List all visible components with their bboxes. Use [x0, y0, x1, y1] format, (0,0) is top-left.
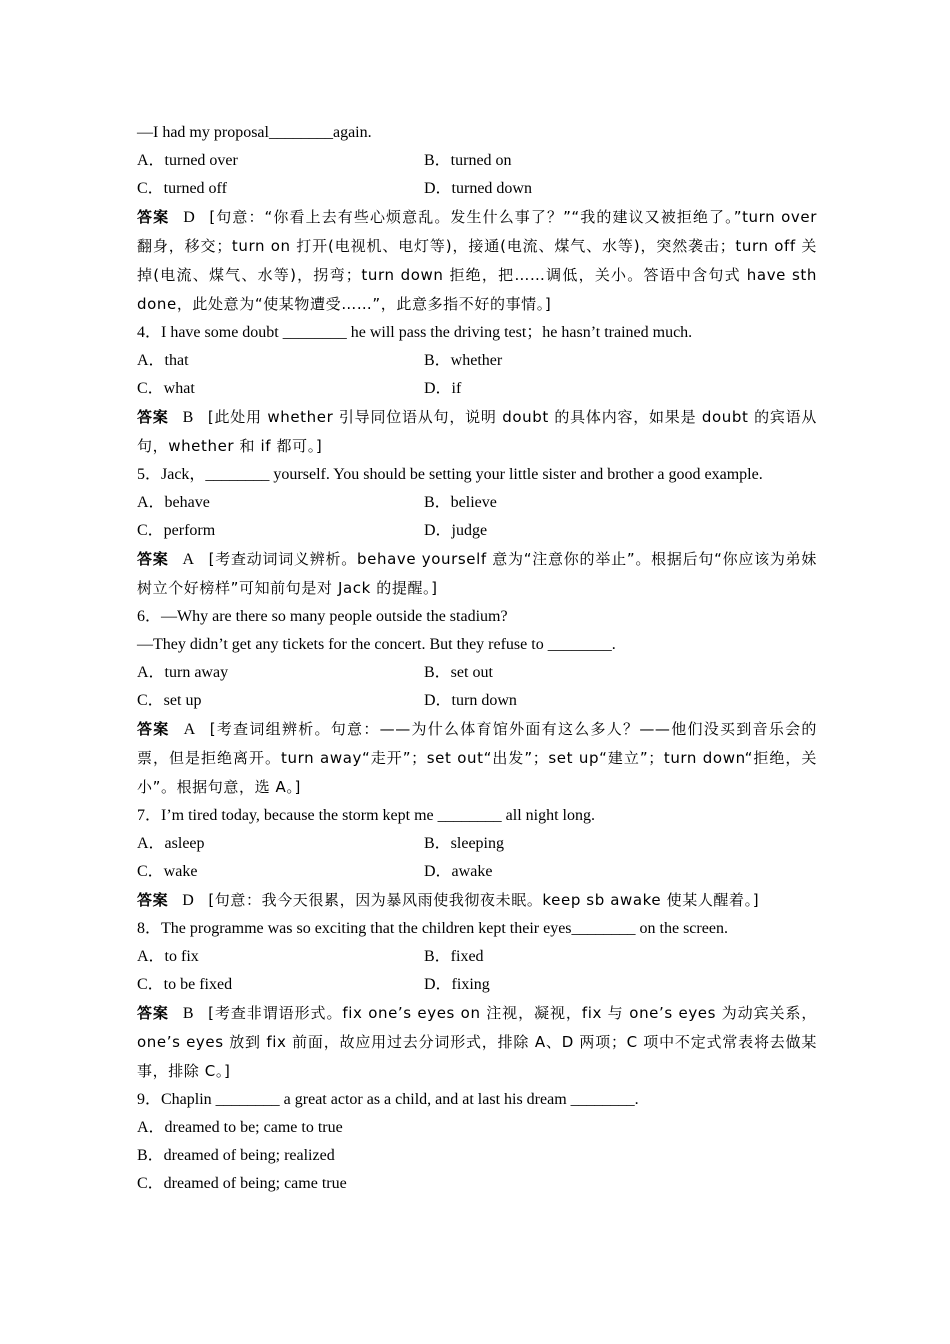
question-3-options-row-1 — [137, 147, 817, 175]
answer-key: B — [182, 1005, 195, 1022]
answer-explanation: [此处用 whether 引导同位语从句，说明 doubt 的具体内容，如果是 doubt 的宾语从句，whether 和 if 都可。] — [137, 408, 818, 455]
option-b: B．turned on — [424, 152, 512, 169]
question-6-stem: 6．—Why are there so many people outside the stadium? — [137, 608, 508, 625]
option-d: D．turned down — [424, 180, 532, 197]
option-c: C．dreamed of being; came true — [137, 1175, 347, 1192]
option-a: A．dreamed to be; came to true — [137, 1119, 343, 1136]
question-7-options-row-1 — [137, 830, 817, 858]
answer-6 — [137, 715, 817, 802]
question-5-options-row-2 — [137, 517, 817, 545]
option-c: C．turned off — [137, 180, 227, 197]
answer-label: 答案 — [137, 1004, 169, 1022]
option-c: C．what — [137, 380, 195, 397]
option-a: A．turn away — [137, 664, 229, 681]
answer-key: D — [183, 209, 196, 226]
option-a: A．that — [137, 352, 189, 369]
answer-label: 答案 — [137, 208, 170, 226]
answer-explanation: [句意：我今天很累，因为暴风雨使我彻夜未眠。keep sb awake 使某人醒着。] — [208, 891, 760, 909]
answer-explanation: [考查非谓语形式。fix one’s eyes on 注视，凝视，fix 与 one’s eyes 为动宾关系，one’s eyes 放到 fix 前面，故应用过去分词形式，排除 A、D 两项；C 项中不定式常表将去做某事，排除 C。] — [137, 1004, 817, 1080]
option-d: D．if — [424, 380, 462, 397]
option-a: A．behave — [137, 494, 210, 511]
answer-label: 答案 — [137, 408, 169, 426]
answer-key: A — [182, 551, 195, 568]
option-c: C．wake — [137, 863, 198, 880]
answer-5 — [137, 545, 817, 603]
question-8-stem: 8．The programme was so exciting that the children kept their eyes________ on the screen. — [137, 920, 728, 937]
answer-label: 答案 — [137, 720, 170, 738]
question-8-options-row-1 — [137, 943, 817, 971]
answer-3 — [137, 203, 817, 319]
option-b: B．dreamed of being; realized — [137, 1147, 335, 1164]
answer-8 — [137, 999, 817, 1086]
exercise-content — [137, 119, 817, 1198]
question-4-options-row-1 — [137, 347, 817, 375]
answer-4 — [137, 403, 817, 461]
option-a: A．turned over — [137, 152, 238, 169]
answer-label: 答案 — [137, 891, 169, 909]
answer-explanation: [考查动词词义辨析。behave yourself 意为“注意你的举止”。根据后句“你应该为弟妹树立个好榜样”可知前句是对 Jack 的提醒。] — [137, 550, 818, 597]
option-c: C．set up — [137, 692, 202, 709]
answer-label: 答案 — [137, 550, 169, 568]
question-9-stem: 9．Chaplin ________ a great actor as a child, and at last his dream ________. — [137, 1091, 639, 1108]
option-c: C．perform — [137, 522, 216, 539]
question-4-options-row-2 — [137, 375, 817, 403]
answer-key: D — [182, 892, 195, 909]
option-b: B．fixed — [424, 948, 484, 965]
option-d: D．awake — [424, 863, 493, 880]
question-6-options-row-2 — [137, 687, 817, 715]
option-d: D．judge — [424, 522, 488, 539]
option-b: B．set out — [424, 664, 493, 681]
answer-key: B — [182, 409, 194, 426]
option-b: B．believe — [424, 494, 497, 511]
option-c: C．to be fixed — [137, 976, 233, 993]
question-8-options-row-2 — [137, 971, 817, 999]
answer-7 — [137, 886, 817, 915]
answer-explanation: [句意：“你看上去有些心烦意乱。发生什么事了？”“我的建议又被拒绝了。”turn over 翻身，移交；turn on 打开(电视机、电灯等)，接通(电流、煤气、水等)，突然袭击；turn off 关掉(电流、煤气、水等)，拐弯；turn down 拒绝，把……调低，关小。答语中含句式 have sth done，此处意为“使某物遭受……”，此意多指不好的事情。] — [137, 208, 817, 313]
question-5-stem: 5．Jack，________ yourself. You should be setting your little sister and brother a good example. — [137, 466, 763, 483]
answer-key: A — [183, 721, 196, 738]
question-3-line-2: —I had my proposal________again. — [137, 124, 372, 141]
option-d: D．fixing — [424, 976, 490, 993]
answer-explanation: [考查词组辨析。句意：——为什么体育馆外面有这么多人？——他们没买到音乐会的票，但是拒绝离开。turn away“走开”；set out“出发”；set up“建立”；turn down“拒绝，关小”。根据句意，选 A。] — [137, 720, 818, 796]
question-5-options-row-1 — [137, 489, 817, 517]
question-6-options-row-1 — [137, 659, 817, 687]
question-3-options-row-2 — [137, 175, 817, 203]
option-a: A．asleep — [137, 835, 205, 852]
option-b: B．sleeping — [424, 835, 504, 852]
option-d: D．turn down — [424, 692, 517, 709]
question-7-options-row-2 — [137, 858, 817, 886]
option-b: B．whether — [424, 352, 503, 369]
question-7-stem: 7．I’m tired today, because the storm kept me ________ all night long. — [137, 807, 595, 824]
question-4-stem: 4．I have some doubt ________ he will pass the driving test；he hasn’t trained much. — [137, 324, 693, 341]
option-a: A．to fix — [137, 948, 199, 965]
question-6-line-2: —They didn’t get any tickets for the concert. But they refuse to ________. — [137, 636, 616, 653]
